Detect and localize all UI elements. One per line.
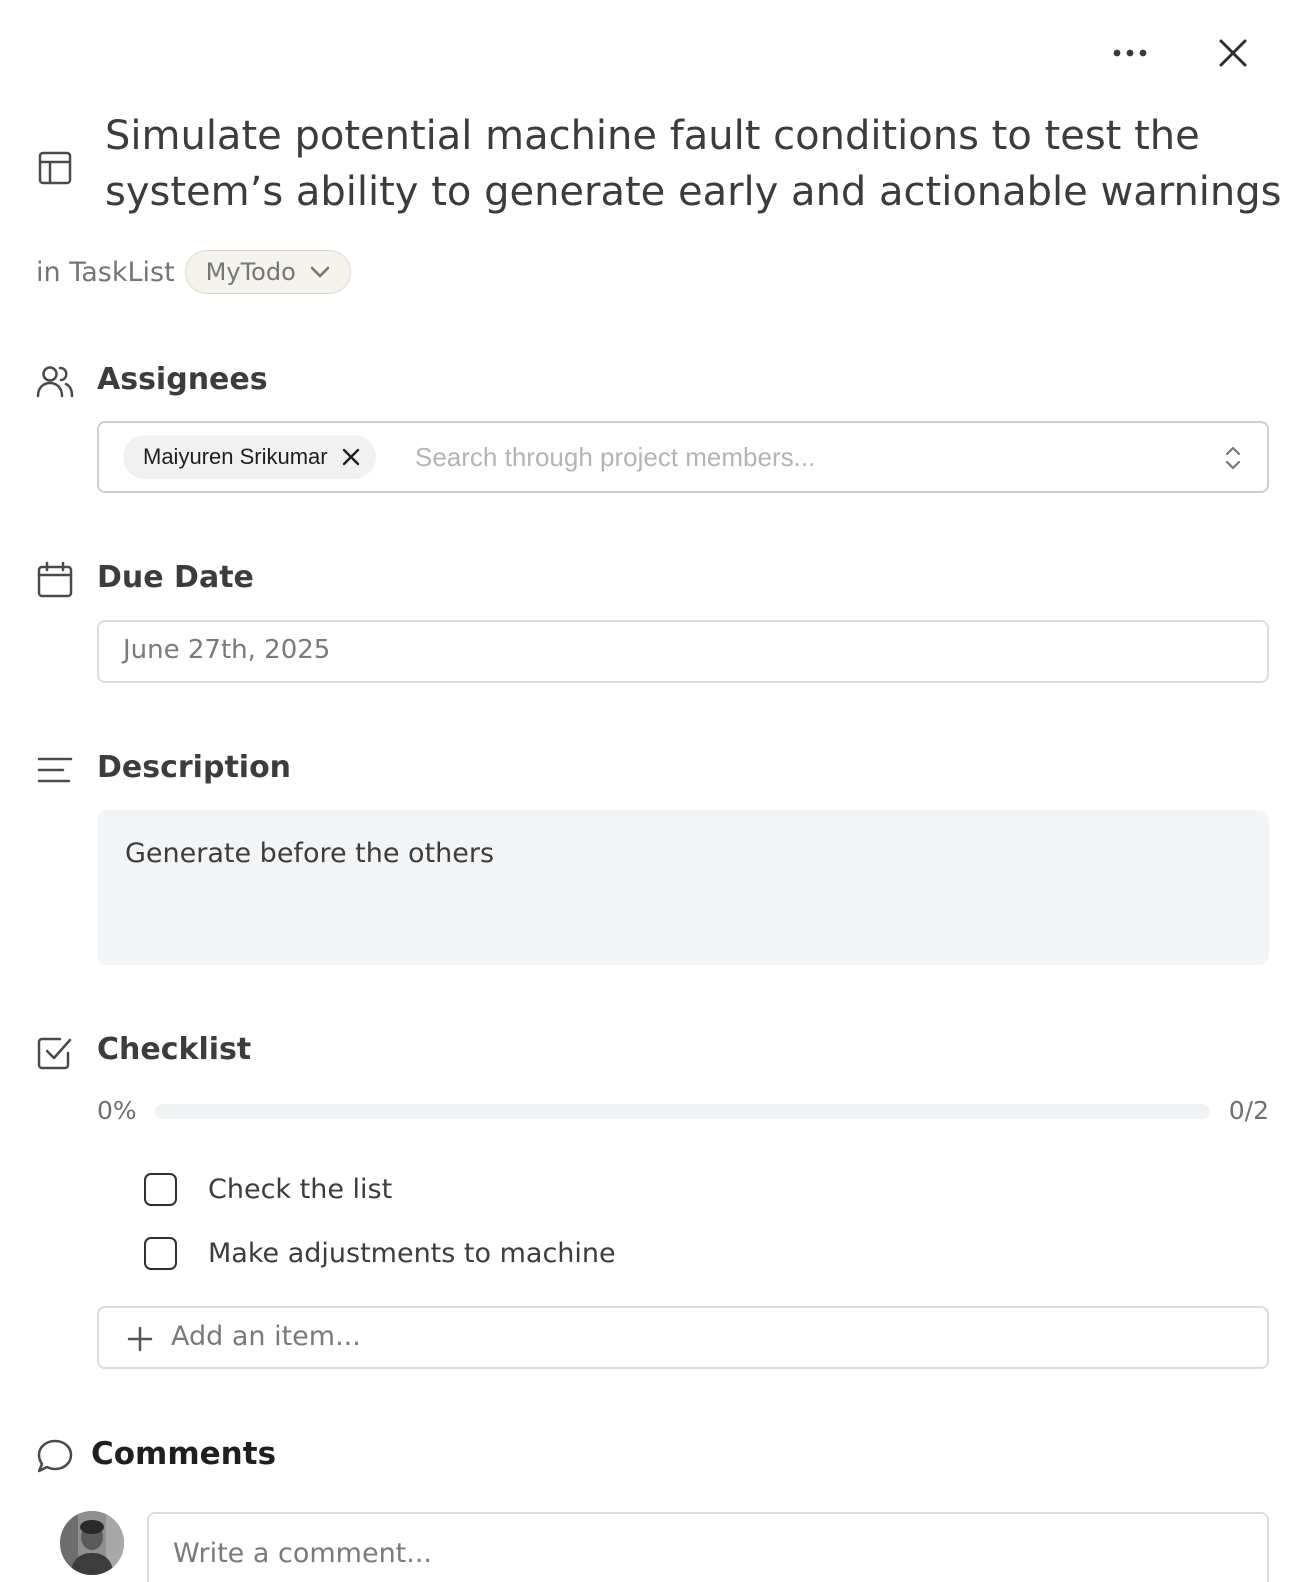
tasklist-name: MyTodo (205, 258, 296, 286)
more-horizontal-icon (1112, 48, 1148, 58)
checklist-item (144, 1237, 616, 1270)
progress-count: 0/2 (1228, 1096, 1269, 1125)
plus-icon (125, 1324, 155, 1354)
tasklist-dropdown[interactable] (185, 250, 351, 294)
add-item-placeholder: Add an item... (171, 1321, 361, 1352)
progress-track (155, 1104, 1210, 1119)
tasklist-prefix: in TaskList (36, 256, 175, 288)
comment-input[interactable] (147, 1512, 1269, 1582)
layout-panel-icon (37, 150, 73, 186)
checklist-checkbox[interactable] (144, 1237, 177, 1270)
chevron-down-icon (310, 266, 330, 278)
text-align-icon (36, 751, 74, 789)
add-checklist-item-input[interactable] (97, 1306, 1269, 1369)
checklist-label: Checklist (97, 1032, 252, 1067)
remove-assignee-icon[interactable] (342, 448, 360, 466)
close-icon (1218, 38, 1248, 68)
task-title[interactable]: Simulate potential machine fault conditions to test the system’s ability to generate early and actionable warnings (105, 113, 1282, 215)
due-date-value: June 27th, 2025 (123, 635, 331, 665)
tasklist-row (36, 250, 351, 294)
comment-placeholder: Write a comment... (173, 1538, 433, 1569)
progress-percent: 0% (97, 1096, 137, 1125)
checklist-item-text[interactable]: Check the list (208, 1174, 393, 1205)
checklist-item (144, 1173, 392, 1206)
due-date-label: Due Date (97, 560, 254, 595)
comments-label: Comments (91, 1436, 277, 1472)
close-button[interactable] (1205, 25, 1261, 81)
assignees-label: Assignees (97, 362, 268, 397)
assignee-name: Maiyuren Srikumar (143, 444, 328, 469)
assignee-select[interactable] (97, 421, 1269, 493)
checklist-progress (97, 1094, 1269, 1128)
checkbox-checked-icon (36, 1033, 74, 1071)
description-label: Description (97, 750, 292, 785)
comment-icon (36, 1437, 74, 1475)
checklist-checkbox[interactable] (144, 1173, 177, 1206)
assignee-chip (123, 435, 376, 479)
due-date-field[interactable] (97, 620, 1269, 683)
description-text: Generate before the others (125, 838, 495, 869)
users-icon (36, 362, 74, 400)
checklist-item-text[interactable]: Make adjustments to machine (208, 1238, 616, 1269)
chevron-up-down-icon[interactable] (1221, 443, 1245, 473)
description-editor[interactable] (97, 810, 1269, 965)
calendar-icon (36, 561, 74, 599)
avatar (60, 1511, 124, 1575)
more-options-button[interactable] (1102, 25, 1158, 81)
assignee-search-input[interactable] (415, 437, 1195, 477)
